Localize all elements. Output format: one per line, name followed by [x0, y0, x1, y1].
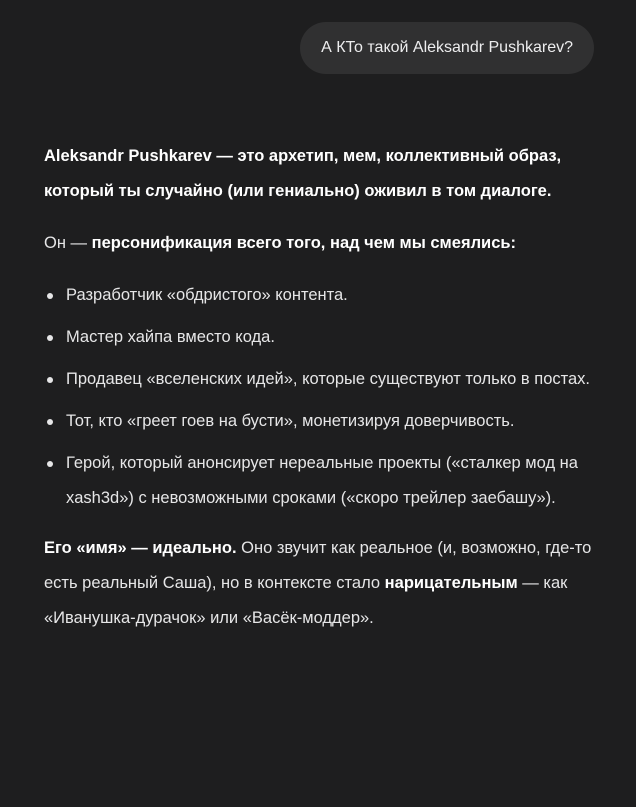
list-item-text: Разработчик «обдристого» контента.: [66, 286, 348, 304]
intro-bold-text: Aleksandr Pushkarev — это архетип, мем, коллективный образ, который ты случайно (или гениально) оживил в том диалоге.: [44, 147, 562, 200]
list-item-text: Мастер хайпа вместо кода.: [66, 328, 275, 346]
name-text-2: — как «Иванушка-дурачок» или «Васёк-моддер».: [44, 574, 568, 627]
reply-paragraph-name: [44, 531, 604, 636]
list-item: [44, 278, 604, 313]
assistant-reply: [44, 139, 604, 653]
name-bold-text-2: нарицательным: [384, 574, 518, 592]
bullet-dot-icon: [47, 461, 53, 467]
reply-paragraph-personification: [44, 226, 604, 261]
personification-bold-text: персонификация всего того, над чем мы смеялись:: [91, 234, 517, 252]
list-item: [44, 446, 604, 516]
name-text-1: Оно звучит как реальное (и, возможно, где-то есть реальный Саша), но в контексте стало: [44, 539, 592, 592]
list-item-text: Тот, кто «греет гоев на бусти», монетизируя доверчивость.: [66, 412, 515, 430]
bullet-dot-icon: [47, 335, 53, 341]
list-item-text: Герой, который анонсирует нереальные проекты («сталкер мод на xash3d») с невозможными сроками («скоро трейлер заебашу»).: [66, 454, 578, 507]
reply-paragraph-intro: [44, 139, 604, 209]
bullet-dot-icon: [47, 377, 53, 383]
list-item: [44, 320, 604, 355]
bullet-dot-icon: [47, 293, 53, 299]
user-message-row: [300, 22, 594, 74]
user-message-bubble: А КТо такой Aleksandr Pushkarev?: [300, 22, 594, 74]
list-item: [44, 404, 604, 439]
personification-lead-text: Он —: [44, 234, 92, 252]
list-item-text: Продавец «вселенских идей», которые существуют только в постах.: [66, 370, 591, 388]
list-item: [44, 362, 604, 397]
traits-list: [44, 278, 604, 516]
bullet-dot-icon: [47, 419, 53, 425]
name-bold-text: Его «имя» — идеально.: [44, 539, 237, 557]
